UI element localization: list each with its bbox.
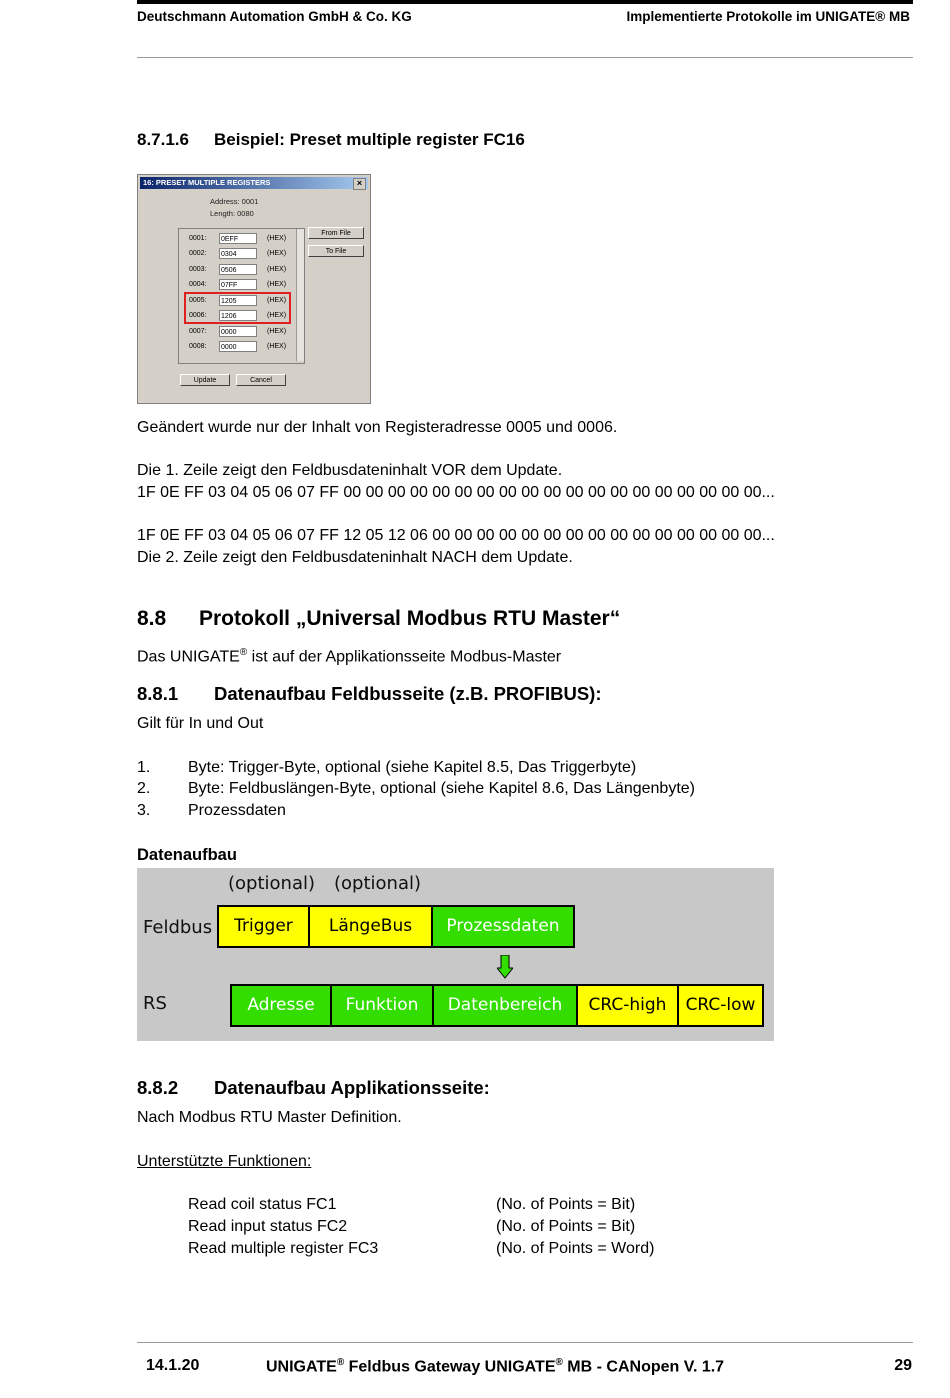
list-number: 3. bbox=[137, 802, 151, 819]
down-arrow-icon bbox=[497, 955, 513, 979]
dialog-address: Address: 0001 bbox=[210, 197, 259, 206]
function-name: Read coil status FC1 bbox=[188, 1196, 337, 1213]
section-number: 8.8 bbox=[137, 607, 167, 630]
cell-crc-low: CRC-low bbox=[677, 984, 764, 1027]
register-row bbox=[179, 247, 297, 261]
section-number: 8.8.2 bbox=[137, 1077, 179, 1098]
list-number: 2. bbox=[137, 780, 151, 797]
paragraph-line2: Die 2. Zeile zeigt den Feldbusdateninhalt NACH dem Update. bbox=[137, 549, 573, 566]
section-number: 8.8.1 bbox=[137, 683, 179, 704]
register-address: 0007: bbox=[189, 328, 207, 335]
register-hex-label: (HEX) bbox=[267, 328, 287, 335]
register-value-field[interactable]: 1205 bbox=[219, 295, 257, 306]
register-hex-label: (HEX) bbox=[267, 281, 287, 288]
section-title: Beispiel: Preset multiple register FC16 bbox=[214, 130, 525, 149]
section-title: Datenaufbau Feldbusseite (z.B. PROFIBUS): bbox=[214, 683, 602, 704]
gilt-text: Gilt für In und Out bbox=[137, 715, 264, 732]
cell-crc-high: CRC-high bbox=[576, 984, 679, 1027]
cell-prozessdaten: Prozessdaten bbox=[431, 905, 575, 948]
register-row bbox=[179, 340, 297, 354]
register-address: 0005: bbox=[189, 297, 207, 304]
cell-trigger: Trigger bbox=[217, 905, 310, 948]
page-number: 29 bbox=[894, 1357, 912, 1374]
function-note: (No. of Points = Bit) bbox=[496, 1218, 636, 1235]
footer-rule bbox=[137, 1342, 913, 1343]
optional-label: (optional) bbox=[228, 873, 315, 894]
header-company: Deutschmann Automation GmbH & Co. KG bbox=[137, 9, 412, 24]
registered-mark: ® bbox=[336, 1357, 345, 1368]
header-top-rule bbox=[137, 0, 913, 4]
register-value-field[interactable]: 0000 bbox=[219, 341, 257, 352]
dialog-titlebar bbox=[140, 177, 368, 189]
list-item: Byte: Feldbuslängen-Byte, optional (siehe Kapitel 8.6, Das Längenbyte) bbox=[188, 780, 695, 797]
unigate-text-rest: ist auf der Applikationsseite Modbus-Master bbox=[247, 648, 562, 666]
cell-funktion: Funktion bbox=[330, 984, 434, 1027]
register-address: 0008: bbox=[189, 343, 207, 350]
register-address: 0004: bbox=[189, 281, 207, 288]
register-hex-label: (HEX) bbox=[267, 266, 287, 273]
register-row bbox=[179, 278, 297, 292]
registered-mark: ® bbox=[239, 647, 248, 658]
register-value-field[interactable]: 0304 bbox=[219, 248, 257, 259]
register-hex-label: (HEX) bbox=[267, 343, 287, 350]
function-note: (No. of Points = Bit) bbox=[496, 1196, 636, 1213]
dialog-length: Length: 0080 bbox=[210, 209, 254, 218]
register-hex-label: (HEX) bbox=[267, 297, 287, 304]
register-hex-label: (HEX) bbox=[267, 235, 287, 242]
register-row bbox=[179, 325, 297, 339]
footer-title-a: UNIGATE bbox=[266, 1358, 337, 1376]
list-item: Prozessdaten bbox=[188, 802, 286, 819]
register-value-field[interactable]: 0EFF bbox=[219, 233, 257, 244]
preset-registers-dialog bbox=[137, 174, 371, 404]
register-hex-label: (HEX) bbox=[267, 312, 287, 319]
register-value-field[interactable]: 1206 bbox=[219, 310, 257, 321]
function-note: (No. of Points = Word) bbox=[496, 1240, 655, 1257]
paragraph-line1: Die 1. Zeile zeigt den Feldbusdateninhalt VOR dem Update. bbox=[137, 462, 563, 479]
header-rule bbox=[137, 57, 913, 58]
list-number: 1. bbox=[137, 759, 151, 776]
function-name: Read input status FC2 bbox=[188, 1218, 348, 1235]
register-value-field[interactable]: 07FF bbox=[219, 279, 257, 290]
to-file-button[interactable]: To File bbox=[308, 245, 364, 257]
register-row bbox=[179, 232, 297, 246]
registered-mark: ® bbox=[555, 1357, 563, 1368]
register-address: 0002: bbox=[189, 250, 207, 257]
cell-datenbereich: Datenbereich bbox=[432, 984, 578, 1027]
footer-title bbox=[266, 1357, 724, 1376]
nach-text: Nach Modbus RTU Master Definition. bbox=[137, 1109, 402, 1126]
list-item: Byte: Trigger-Byte, optional (siehe Kapitel 8.5, Das Triggerbyte) bbox=[188, 759, 637, 776]
footer-date: 14.1.20 bbox=[146, 1357, 200, 1374]
register-row bbox=[179, 263, 297, 277]
register-address: 0006: bbox=[189, 312, 207, 319]
section-title: Protokoll „Universal Modbus RTU Master“ bbox=[199, 607, 621, 630]
close-icon[interactable]: × bbox=[353, 178, 366, 190]
register-value-field[interactable]: 0000 bbox=[219, 326, 257, 337]
dialog-title: 16: PRESET MULTIPLE REGISTERS bbox=[143, 178, 271, 187]
data-line-before: 1F 0E FF 03 04 05 06 07 FF 00 00 00 00 00 00 00 00 00 00 00 00 00 00 00 00 00 00 00... bbox=[137, 484, 775, 501]
function-name: Read multiple register FC3 bbox=[188, 1240, 379, 1257]
update-button[interactable]: Update bbox=[180, 374, 230, 386]
footer-title-c: MB - CANopen V. 1.7 bbox=[562, 1358, 725, 1376]
section-number: 8.7.1.6 bbox=[137, 130, 189, 149]
from-file-button[interactable]: From File bbox=[308, 227, 364, 239]
supported-functions-heading: Unterstützte Funktionen: bbox=[137, 1153, 312, 1170]
header-chapter: Implementierte Protokolle im UNIGATE® MB bbox=[626, 9, 910, 24]
paragraph-changed: Geändert wurde nur der Inhalt von Registeradresse 0005 und 0006. bbox=[137, 419, 618, 436]
feldbus-label: Feldbus bbox=[143, 917, 213, 938]
register-value-field[interactable]: 0506 bbox=[219, 264, 257, 275]
register-hex-label: (HEX) bbox=[267, 250, 287, 257]
cancel-button[interactable]: Cancel bbox=[236, 374, 286, 386]
datenaufbau-label: Datenaufbau bbox=[137, 846, 237, 864]
register-address: 0003: bbox=[189, 266, 207, 273]
changed-registers-highlight bbox=[184, 292, 291, 324]
rs-label: RS bbox=[143, 993, 167, 1014]
cell-laengebus: LängeBus bbox=[308, 905, 433, 948]
cell-adresse: Adresse bbox=[230, 984, 332, 1027]
unigate-text: Das UNIGATE bbox=[137, 648, 240, 666]
section-title: Datenaufbau Applikationsseite: bbox=[214, 1077, 490, 1098]
optional-label: (optional) bbox=[334, 873, 421, 894]
list-scrollbar[interactable] bbox=[296, 229, 304, 361]
footer-title-b: Feldbus Gateway UNIGATE bbox=[344, 1358, 556, 1376]
data-line-after: 1F 0E FF 03 04 05 06 07 FF 12 05 12 06 00 00 00 00 00 00 00 00 00 00 00 00 00 00 00... bbox=[137, 527, 775, 544]
register-address: 0001: bbox=[189, 235, 207, 242]
unigate-master-text bbox=[137, 647, 561, 666]
